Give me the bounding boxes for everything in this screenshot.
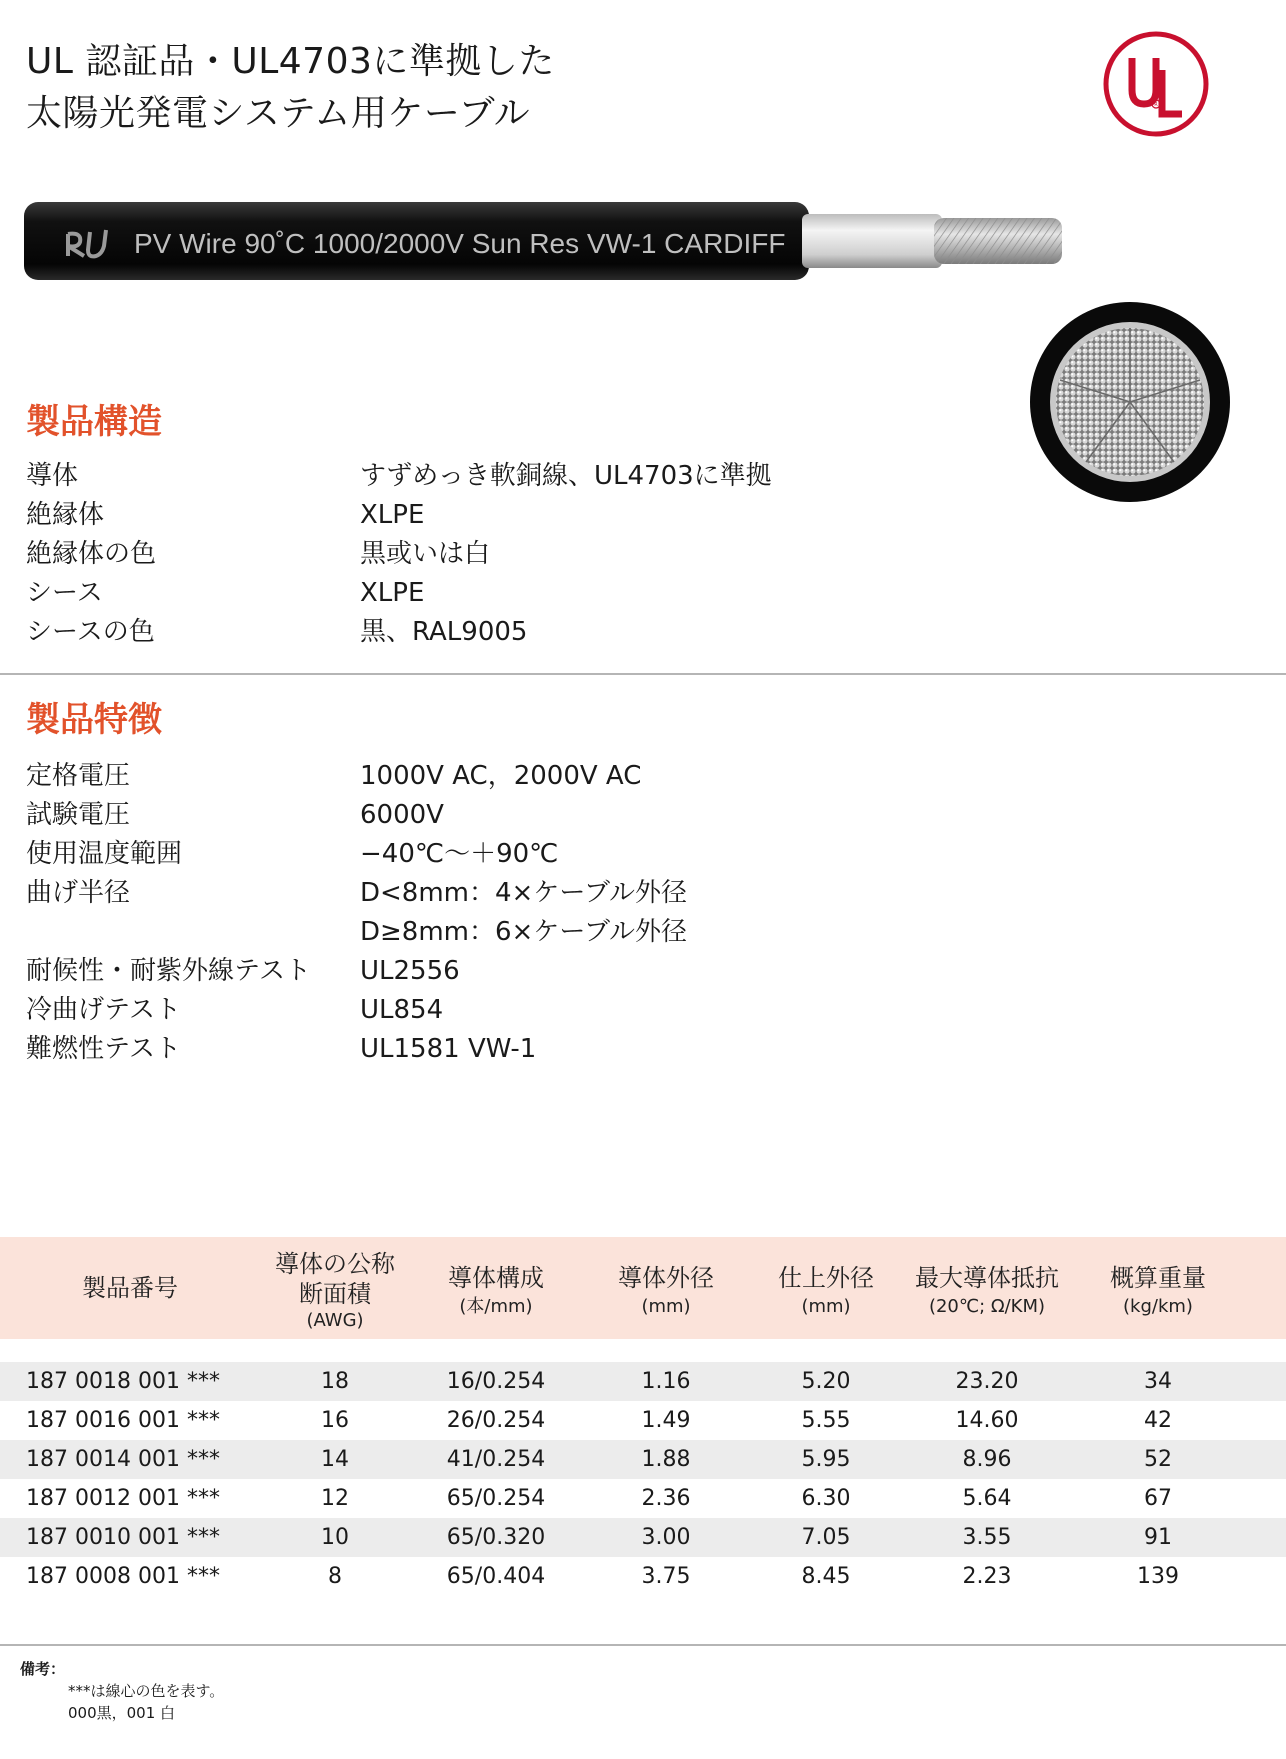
table-row: 187 0008 001 *** 8 65/0.404 3.75 8.45 2.23 139 [26,1564,1179,1589]
cable-cross-section [1028,300,1232,504]
spec-table-body [0,1362,1286,1596]
notes [20,1658,224,1724]
table-row: 187 0016 001 *** 16 26/0.254 1.49 5.55 14.60 42 [26,1408,1172,1433]
column-header-product-number: 製品番号 [82,1274,178,1302]
structure-row: シースの色 黒、RAL9005 [26,617,528,647]
feature-row: 定格電圧 1000V AC，2000V AC [26,761,642,791]
title-line-1: UL 認証品・UL4703に準拠した [26,41,555,82]
feature-row: 冷曲げテスト UL854 [26,995,444,1025]
structure-row: 導体 すずめっき軟銅線、UL4703に準拠 [26,461,772,491]
table-row: 187 0014 001 *** 14 41/0.254 1.88 5.95 8.96 52 [0,1440,1286,1479]
features-list [26,757,826,1069]
structure-list [26,457,826,652]
structure-row: 絶縁体の色 黒或いは白 [26,539,491,569]
feature-row: 曲げ半径 D<8mm：4×ケーブル外径 [26,878,687,908]
structure-row: シース XLPE [26,578,425,608]
section-divider [0,673,1286,675]
table-row: 187 0018 001 *** 18 16/0.254 1.16 5.20 23.20 34 [0,1362,1286,1401]
feature-row: 使用温度範囲 −40℃～＋90℃ [26,839,559,869]
notes-label: 備考： [20,1660,66,1678]
table-row: 187 0010 001 *** 10 65/0.320 3.00 7.05 3.55 91 [0,1518,1286,1557]
svg-text:R: R [1154,102,1158,108]
cable-print-text: PV Wire 90˚C 1000/2000V Sun Res VW-1 CARDIFF [134,228,786,259]
feature-row: 試験電圧 6000V [26,800,444,830]
structure-row: 絶縁体 XLPE [26,500,425,530]
notes-line-1: ***は線心の色を表す。 [68,1682,225,1700]
features-heading: 製品特徴 [26,700,162,740]
structure-heading: 製品構造 [26,402,162,442]
notes-line-2: 000黒，001 白 [68,1704,176,1722]
column-header-conductor-construction: 導体構成 (本/mm) [448,1264,544,1317]
document-title [26,36,555,140]
column-header-approx-weight: 概算重量 (kg/km) [1110,1264,1206,1317]
cable-side-view [24,196,1064,286]
spec-table-header [0,1237,1286,1339]
feature-row: D≥8mm：6×ケーブル外径 [360,917,687,947]
table-row: 187 0012 001 *** 12 65/0.254 2.36 6.30 5.64 67 [26,1486,1172,1511]
column-header-conductor-diameter: 導体外径 (mm) [618,1264,714,1317]
feature-row: 耐候性・耐紫外線テスト UL2556 [26,956,460,986]
footer-divider [0,1644,1286,1646]
column-header-max-resistance: 最大導体抵抗 (20℃; Ω/KM) [915,1264,1059,1317]
ul-certification-logo-icon [1102,30,1210,138]
feature-row: 難燃性テスト UL1581 VW-1 [26,1034,537,1064]
title-line-2: 太陽光発電システム用ケーブル [26,93,531,134]
column-header-overall-diameter: 仕上外径 (mm) [778,1264,874,1317]
column-header-cross-section: 導体の公称 断面積 (AWG) [275,1250,395,1331]
